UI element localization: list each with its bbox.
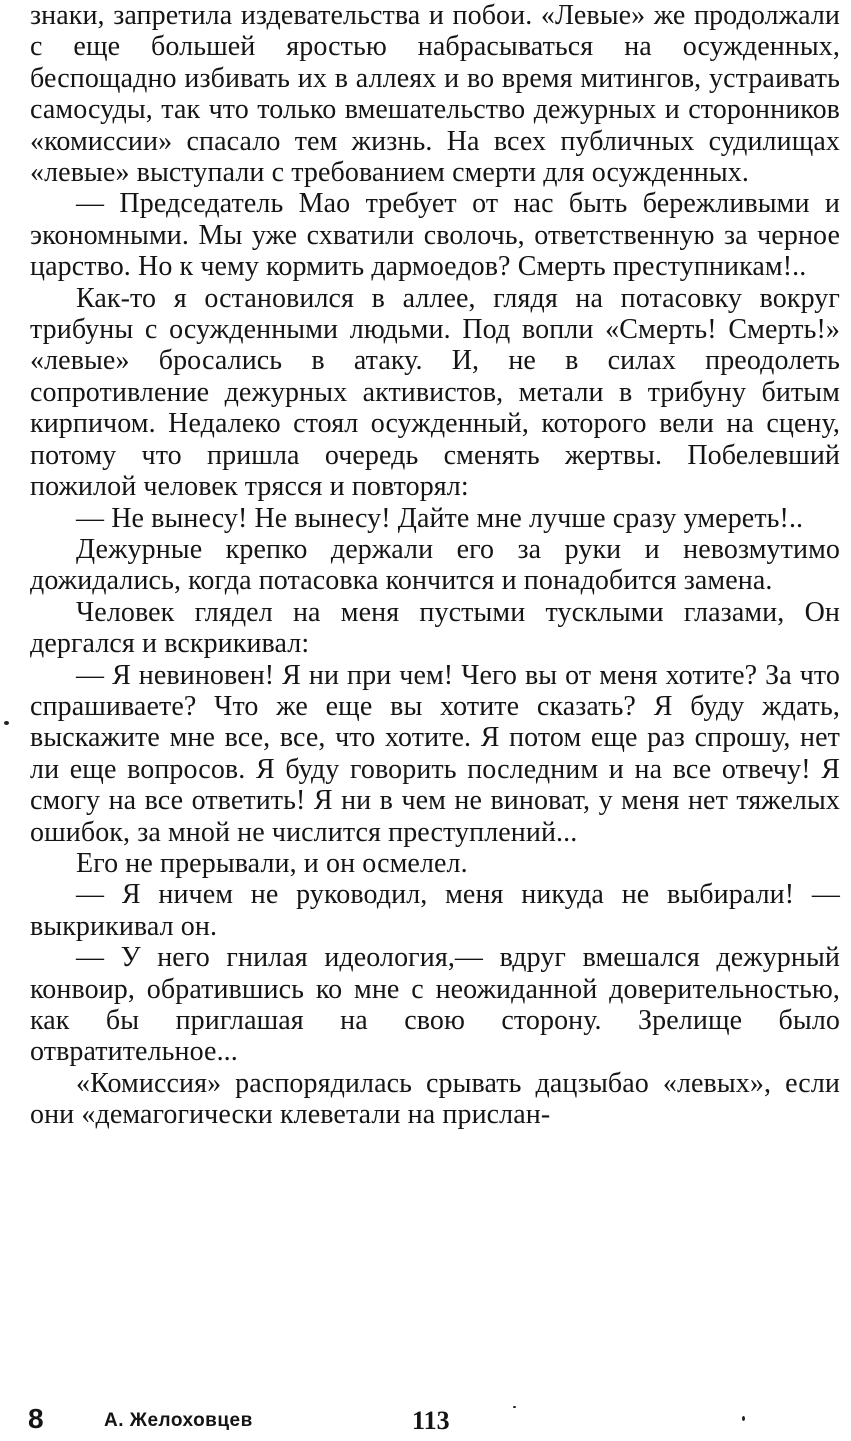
paragraph: «Комиссия» распорядилась срывать дацзыбао «левых», если они «демагогически клеветали на прислан- — [30, 1067, 840, 1131]
paragraph: — Не вынесу! Не вынесу! Дайте мне лучше сразу умереть!.. — [76, 502, 804, 534]
signature-author: А. Желоховцев — [104, 1410, 253, 1431]
paragraph: Человек глядел на меня пустыми тусклыми глазами, Он дергался и вскрикивал: — [30, 596, 840, 660]
signature-number: 8 — [28, 1403, 44, 1434]
paragraph: — У него гнилая идеология,— вдруг вмешался дежурный конвоир, обратившись ко мне с неожиданной доверительностью, как бы приглашая на свою сторону. Зрелище было отвратительное... — [30, 942, 840, 1068]
page-footer — [0, 1400, 851, 1440]
paragraph: знаки, запретила издевательства и побои. «Левые» же продолжали с еще большей яростью набрасываться на осужденных, беспощадно избивать их в аллеях и во время митингов, устраивать самосуды, так что только вмешательство дежурных и сторонников «комиссии» спасало тем жизнь. На всех публичных судилищах «левые» выступали с требованием смерти для осужденных. — [30, 0, 840, 189]
paragraph: Его не прерывали, и он осмелел. — [76, 847, 468, 879]
print-speck — [4, 721, 9, 725]
page-number: 113 — [412, 1406, 450, 1435]
paragraph: Дежурные крепко держали его за руки и невозмутимо дожидались, когда потасовка кончится и понадобится замена. — [30, 533, 840, 597]
body-text — [30, 0, 840, 1131]
paragraph: Как-то я остановился в аллее, глядя на потасовку вокруг трибуны с осужденными людьми. Под вопли «Смерть! Смерть!» «левые» бросались в атаку. И, не в силах преодолеть сопротивление дежурных активистов, метали в трибуну битым кирпичом. Недалеко стоял осужденный, которого вели на сцену, потому что пришла очередь сменять жертвы. Побелевший пожилой человек трясся и повторял: — [30, 282, 840, 503]
paragraph: — Я невиновен! Я ни при чем! Чего вы от меня хотите? За что спрашиваете? Что же еще вы хотите сказать? Я буду ждать, выскажите мне все, все, что хотите. Я потом еще раз спрошу, нет ли еще вопросов. Я буду говорить последним и на все отвечу! Я смогу на все ответить! Я ни в чем не виноват, у меня нет тяжелых ошибок, за мной не числится преступлений... — [30, 659, 840, 848]
paragraph: — Я ничем не руководил, меня никуда не выбирали! — выкрикивал он. — [30, 879, 840, 942]
paragraph: — Председатель Мао требует от нас быть бережливыми и экономными. Мы уже схватили сволочь, ответственную за черное царство. Но к чему кормить дармоедов? Смерть преступникам!.. — [30, 188, 840, 283]
